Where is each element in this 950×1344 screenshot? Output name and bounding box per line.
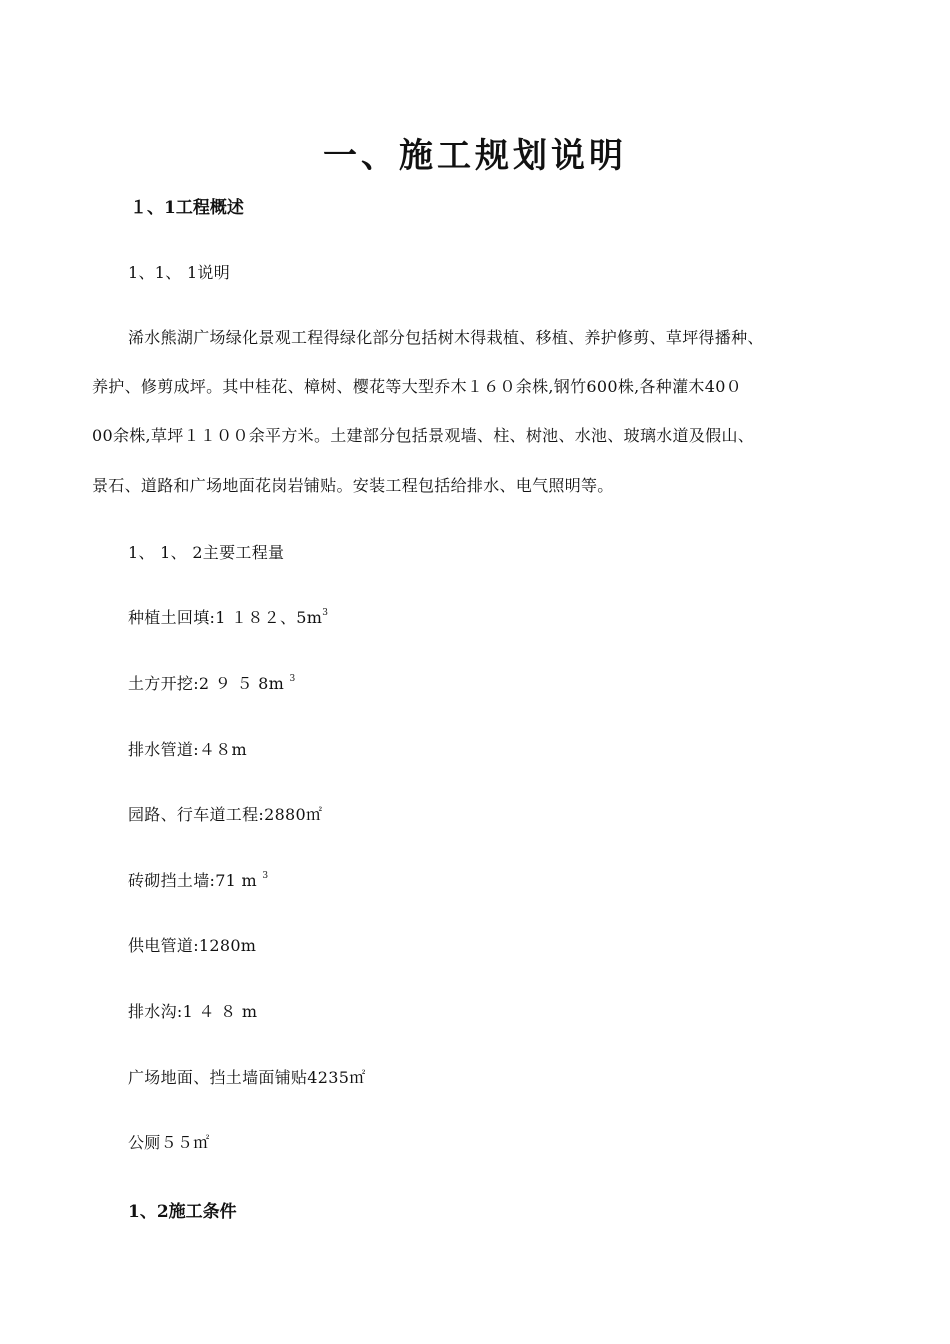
quantity-item xyxy=(128,1130,210,1153)
quantity-item xyxy=(128,1065,366,1088)
quantity-item xyxy=(128,802,322,825)
quantity-text: 土方开挖:2 ９ ５ 8m xyxy=(128,674,290,693)
quantity-text: 园路、行车道工程:2880㎡ xyxy=(128,805,323,824)
quantity-item xyxy=(128,933,256,956)
quantity-text: 排水沟:1 ４ ８ m xyxy=(128,1002,258,1021)
description-line-4: 景石、道路和广场地面花岗岩铺贴。安装工程包括给排水、电气照明等。 xyxy=(92,476,614,495)
description-line-1: 浠水熊湖广场绿化景观工程得绿化部分包括树木得栽植、移植、养护修剪、草坪得播种、 xyxy=(128,328,764,347)
quantity-item xyxy=(128,737,247,760)
quantity-text: 公厕５５㎡ xyxy=(128,1133,210,1152)
quantity-text: 种植土回填:1 １８２、5m xyxy=(128,608,323,627)
quantity-item xyxy=(128,999,257,1022)
quantity-text: 广场地面、挡土墙面铺贴4235㎡ xyxy=(128,1068,366,1087)
quantity-superscript: 3 xyxy=(322,608,329,618)
subsection-heading-1-1-2: 1、 1、 2主要工程量 xyxy=(128,543,285,562)
quantity-item xyxy=(128,868,268,891)
page-title: 一、施工规划说明 xyxy=(323,136,627,176)
quantity-item xyxy=(128,605,328,628)
section-heading-1-1: １、1工程概述 xyxy=(130,198,244,218)
quantity-item xyxy=(128,671,296,694)
description-line-2: 养护、修剪成坪。其中桂花、樟树、樱花等大型乔木１６０余株,钢竹600株,各种灌木40０ xyxy=(92,377,742,396)
description-line-3: 00余株,草坪１１００余平方米。土建部分包括景观墙、柱、树池、水池、玻璃水道及假山、 xyxy=(92,426,755,445)
quantity-text: 排水管道:４８m xyxy=(128,740,247,759)
quantity-text: 砖砌挡土墙:71 m xyxy=(128,871,263,890)
quantity-text: 供电管道:1280m xyxy=(128,936,257,955)
section-heading-1-2: 1、2施工条件 xyxy=(128,1202,237,1222)
quantity-superscript: 3 xyxy=(289,674,296,684)
quantity-superscript: 3 xyxy=(262,871,269,881)
subsection-heading-1-1-1: 1、1、 1说明 xyxy=(128,263,231,282)
